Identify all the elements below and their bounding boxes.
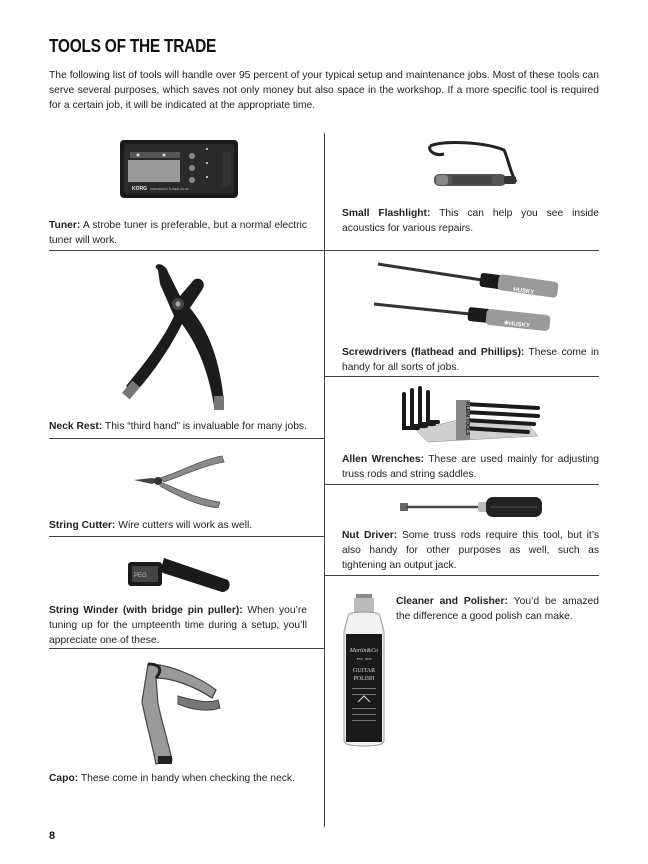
capo-image [128,660,224,766]
row-divider [324,575,599,576]
row-divider [324,376,599,377]
screwdriver-brand-1: HUSKY [512,287,535,296]
winder-label: PEG [134,573,147,579]
neck-rest-caption: Neck Rest: This “third hand” is invaluable for many jobs. [49,421,307,432]
polish-label-polish: POLISH [353,676,375,682]
allen-brand: KLEIN TOOLS [464,402,470,436]
polish-label-guitar: GUITAR [352,668,376,674]
tuner-model: CHROMATIC TUNER CA-30 [150,187,189,191]
string-cutter-image [130,450,226,508]
capo-caption: Capo: These come in handy when checking the neck. [49,773,295,784]
intro-paragraph: The following list of tools will handle over 95 percent of your typical setup and maintenance jobs. Most of these tools can serve several purposes, which saves not only money but also space in the workshop. If a more specific tool is required for a certain job, it will be indicated at the appropriate time. [49,70,599,111]
row-divider [49,648,324,649]
string-cutter-caption: String Cutter: Wire cutters will work as well. [49,520,253,531]
page-number: 8 [49,830,56,842]
polish-caption: Cleaner and Polisher: You’d be amazed the difference a good polish can make. [396,596,599,622]
column-divider [324,133,325,827]
screwdrivers-image [372,258,562,338]
neck-rest-image [120,262,230,412]
allen-wrenches-image [398,384,546,446]
polish-bottle-image [340,592,388,748]
string-winder-image [124,550,232,596]
row-divider [324,250,599,251]
screwdrivers-caption: Screwdrivers (flathead and Phillips): These come in handy for all sorts of jobs. [342,347,599,373]
row-divider [49,250,324,251]
flashlight-image [424,138,524,196]
row-divider [49,536,324,537]
string-winder-caption: String Winder (with bridge pin puller): When you’re tuning up for the umpteenth time during a setup, you’ll appreciate one of these. [49,605,308,646]
polish-brand: Martin&Co [349,648,379,654]
polish-est: EST. 1833 [356,657,372,661]
allen-wrenches-caption: Allen Wrenches: These are used mainly for adjusting truss rods and string saddles. [342,454,600,480]
nut-driver-image [398,494,544,522]
tuner-caption: Tuner: A strobe tuner is preferable, but a normal electric tuner will work. [49,220,307,246]
nut-driver-caption: Nut Driver: Some truss rods require this tool, but it’s also handy for other purposes as well, such as tightening an output jack. [342,530,599,571]
screwdriver-brand-2: ❖HUSKY [503,320,531,330]
row-divider [324,484,599,485]
tuner-brand: KORG [132,186,147,192]
tuner-image [118,138,240,200]
flashlight-caption: Small Flashlight: This can help you see inside acoustics for various repairs. [342,208,599,234]
page-title: TOOLS OF THE TRADE [49,36,217,56]
row-divider [49,438,324,439]
